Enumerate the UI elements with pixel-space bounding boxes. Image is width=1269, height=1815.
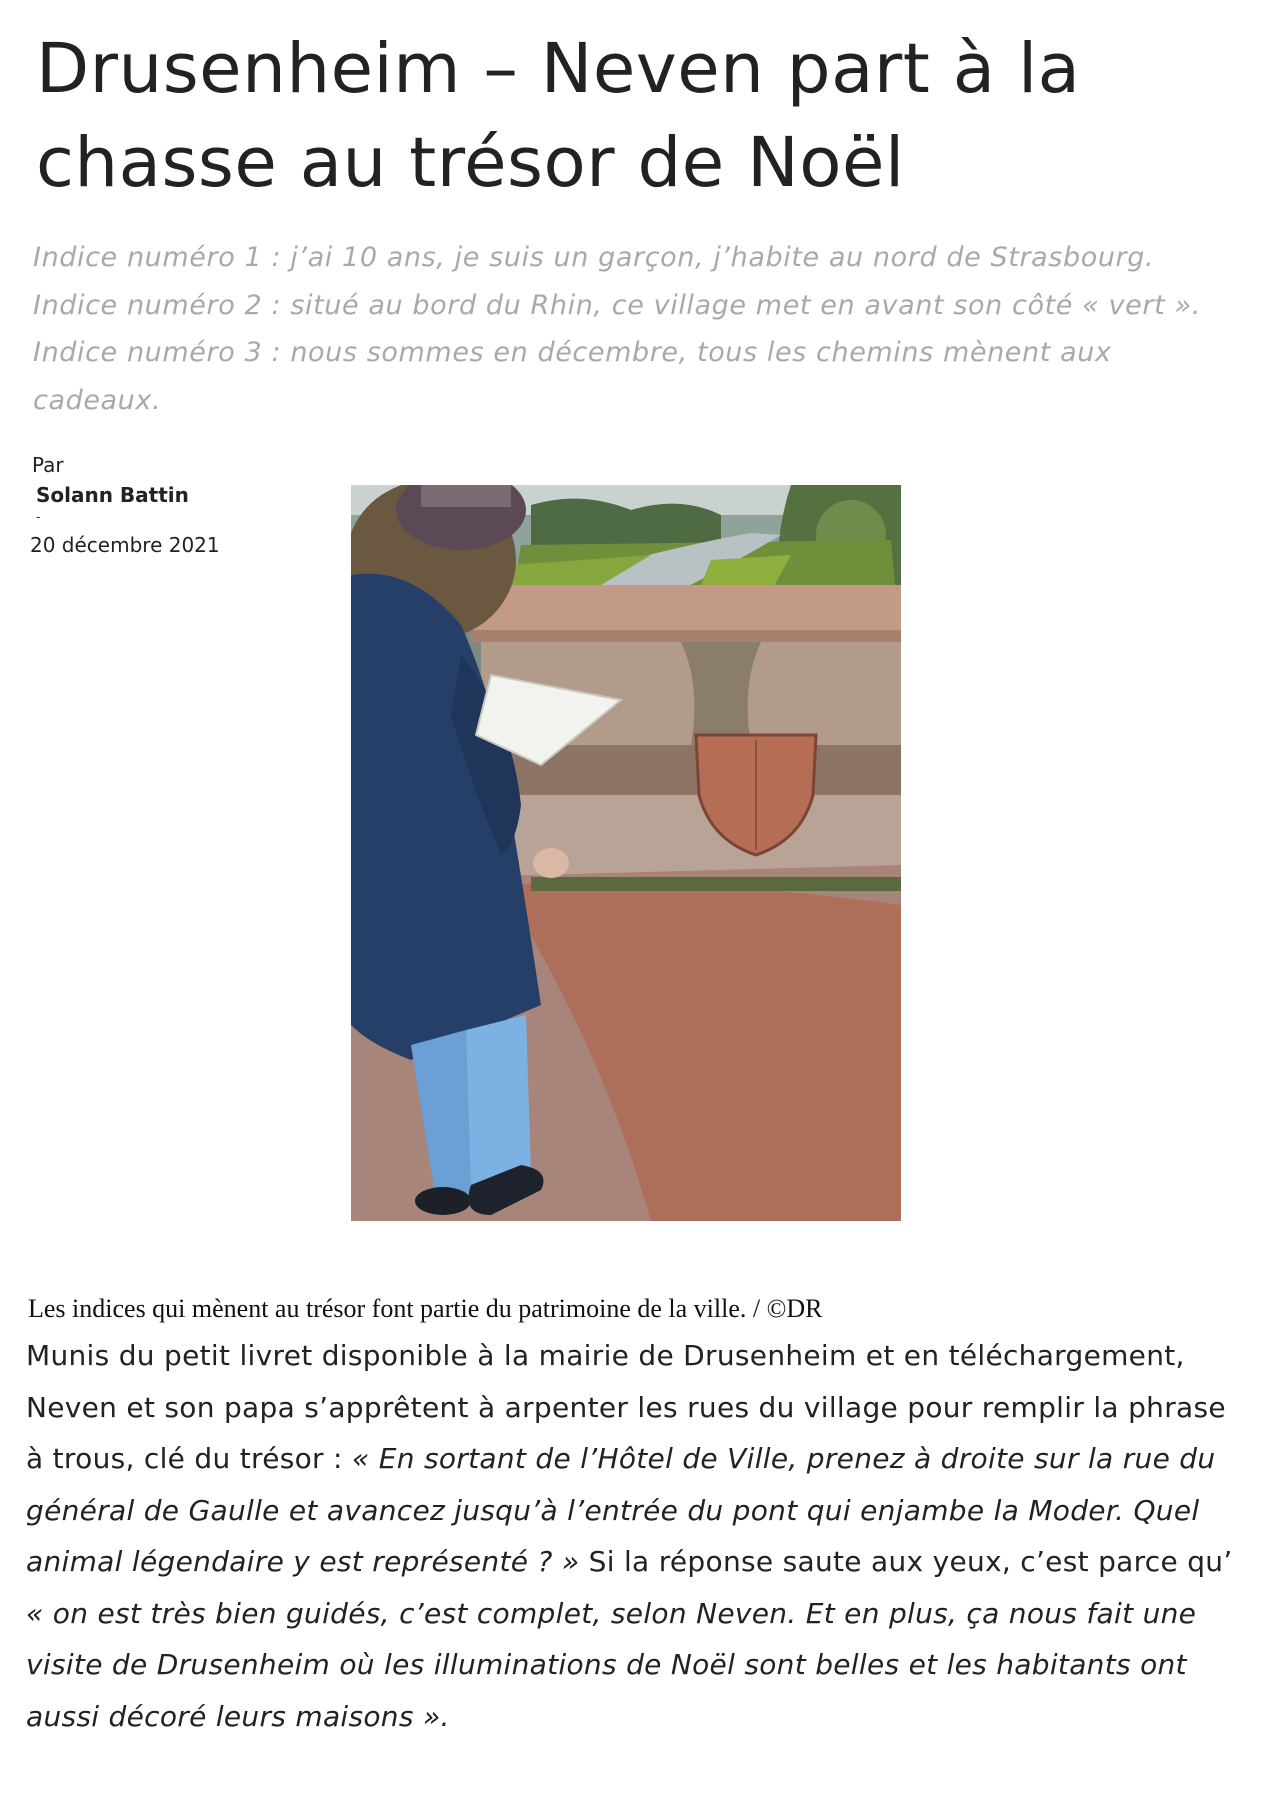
body-middle: Si la réponse saute aux yeux, c’est parce qu’ [579,1545,1233,1578]
byline-separator: - [36,510,41,524]
body-quote-2: « on est très bien guidés, c’est complet, selon Neven. Et en plus, ça nous fait une visite de Drusenheim où les illuminations de Noël sont belles et les habitants ont aussi décoré leurs maisons ». [26,1596,1197,1733]
article-photo [351,485,901,1221]
article-lede: Indice numéro 1 : j’ai 10 ans, je suis un garçon, j’habite au nord de Strasbourg. Indice numéro 2 : situé au bord du Rhin, ce village met en avant son côté « vert ». Indice numéro 3 : nous sommes en décembre, tous les chemins mènent aux cadeaux. [33,242,1201,416]
publish-date: 20 décembre 2021 [30,533,220,557]
photo-caption: Les indices qui mènent au trésor font partie du patrimoine de la ville. / ©DR [28,1294,823,1323]
byline-prefix: Par [32,453,64,477]
author-name[interactable]: Solann Battin [36,483,189,507]
body-quote-1: « En sortant de l’Hôtel de Ville, prenez à droite sur la rue du général de Gaulle et avancez jusqu’à l’entrée du pont qui enjambe la Moder. Quel animal légendaire y est représenté ? » [26,1442,1216,1578]
article-body [26,1330,1251,1742]
body-intro: Munis du petit livret disponible à la mairie de Drusenheim et en téléchargement, Neven et son papa s’apprêtent à arpenter les rues du village pour remplir la phrase à trous, clé du trésor : [26,1339,1226,1475]
article-title: Drusenheim – Neven part à la chasse au trésor de Noël [36,29,1081,203]
photo-illustration [351,485,901,1221]
